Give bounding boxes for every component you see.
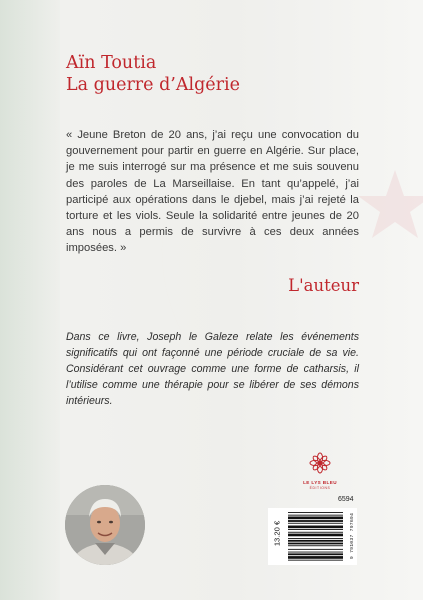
barcode-bar (288, 517, 343, 520)
barcode-bar (288, 523, 343, 524)
book-title-line-1: Aïn Toutia (66, 53, 157, 73)
author-portrait-illustration (65, 485, 145, 565)
book-title (66, 52, 240, 96)
barcode-bar (288, 540, 343, 542)
author-summary: Dans ce livre, Joseph le Galeze relate les événements significatifs qui ont façonné une période cruciale de sa vie. Considérant cet ouvrage comme une forme de catharsis, il l’utilise comme une thérapie pour se libérer de ses démons intérieurs. (66, 331, 359, 407)
barcode-bar (288, 556, 343, 559)
lotus-flower-icon (309, 452, 331, 474)
barcode-bar (288, 538, 343, 539)
barcode-bar (288, 560, 343, 561)
reference-code: 6594 (338, 496, 354, 503)
barcode-bar (288, 545, 343, 546)
publisher-subtitle: ÉDITIONS (309, 486, 331, 490)
barcode-bar (288, 549, 343, 550)
barcode-area (268, 508, 357, 565)
price-label: 13.20 € (272, 520, 282, 547)
book-title-line-2: La guerre d’Algérie (66, 75, 240, 95)
publisher-name: LE LYS BLEU (303, 480, 337, 485)
author-photo (65, 485, 145, 565)
flag-green-band (0, 0, 60, 600)
author-quote: « Jeune Breton de 20 ans, j’ai reçu une convocation du gouvernement pour partir en guerre en Algérie. Sur place, je me suis interrogé sur ma présence et me suis souvenu des paroles de La Marseillaise. En tant qu’appelé, j’ai participé aux opérations dans le djebel, mais j’ai rejeté la torture et les viols. Seule la solidarité entre jeunes de 20 ans nous a permis de survivre à ces deux années imposées. » (66, 129, 359, 255)
barcode-bar (288, 553, 343, 555)
barcode-bar (288, 532, 343, 533)
barcode-bar (288, 515, 343, 516)
barcode-bar (288, 543, 343, 545)
barcode-bar (288, 526, 343, 529)
barcode-bar (288, 512, 343, 513)
barcode-bar (288, 534, 343, 537)
barcode-bar (288, 552, 343, 553)
barcode-bar (288, 520, 343, 522)
isbn-number: 9 791037 797694 (350, 512, 355, 560)
flag-star-shape (358, 170, 423, 238)
isbn-barcode (288, 511, 346, 562)
author-section-heading: L'auteur (288, 276, 359, 295)
publisher-logo (292, 452, 348, 490)
barcode-bar (288, 529, 343, 530)
